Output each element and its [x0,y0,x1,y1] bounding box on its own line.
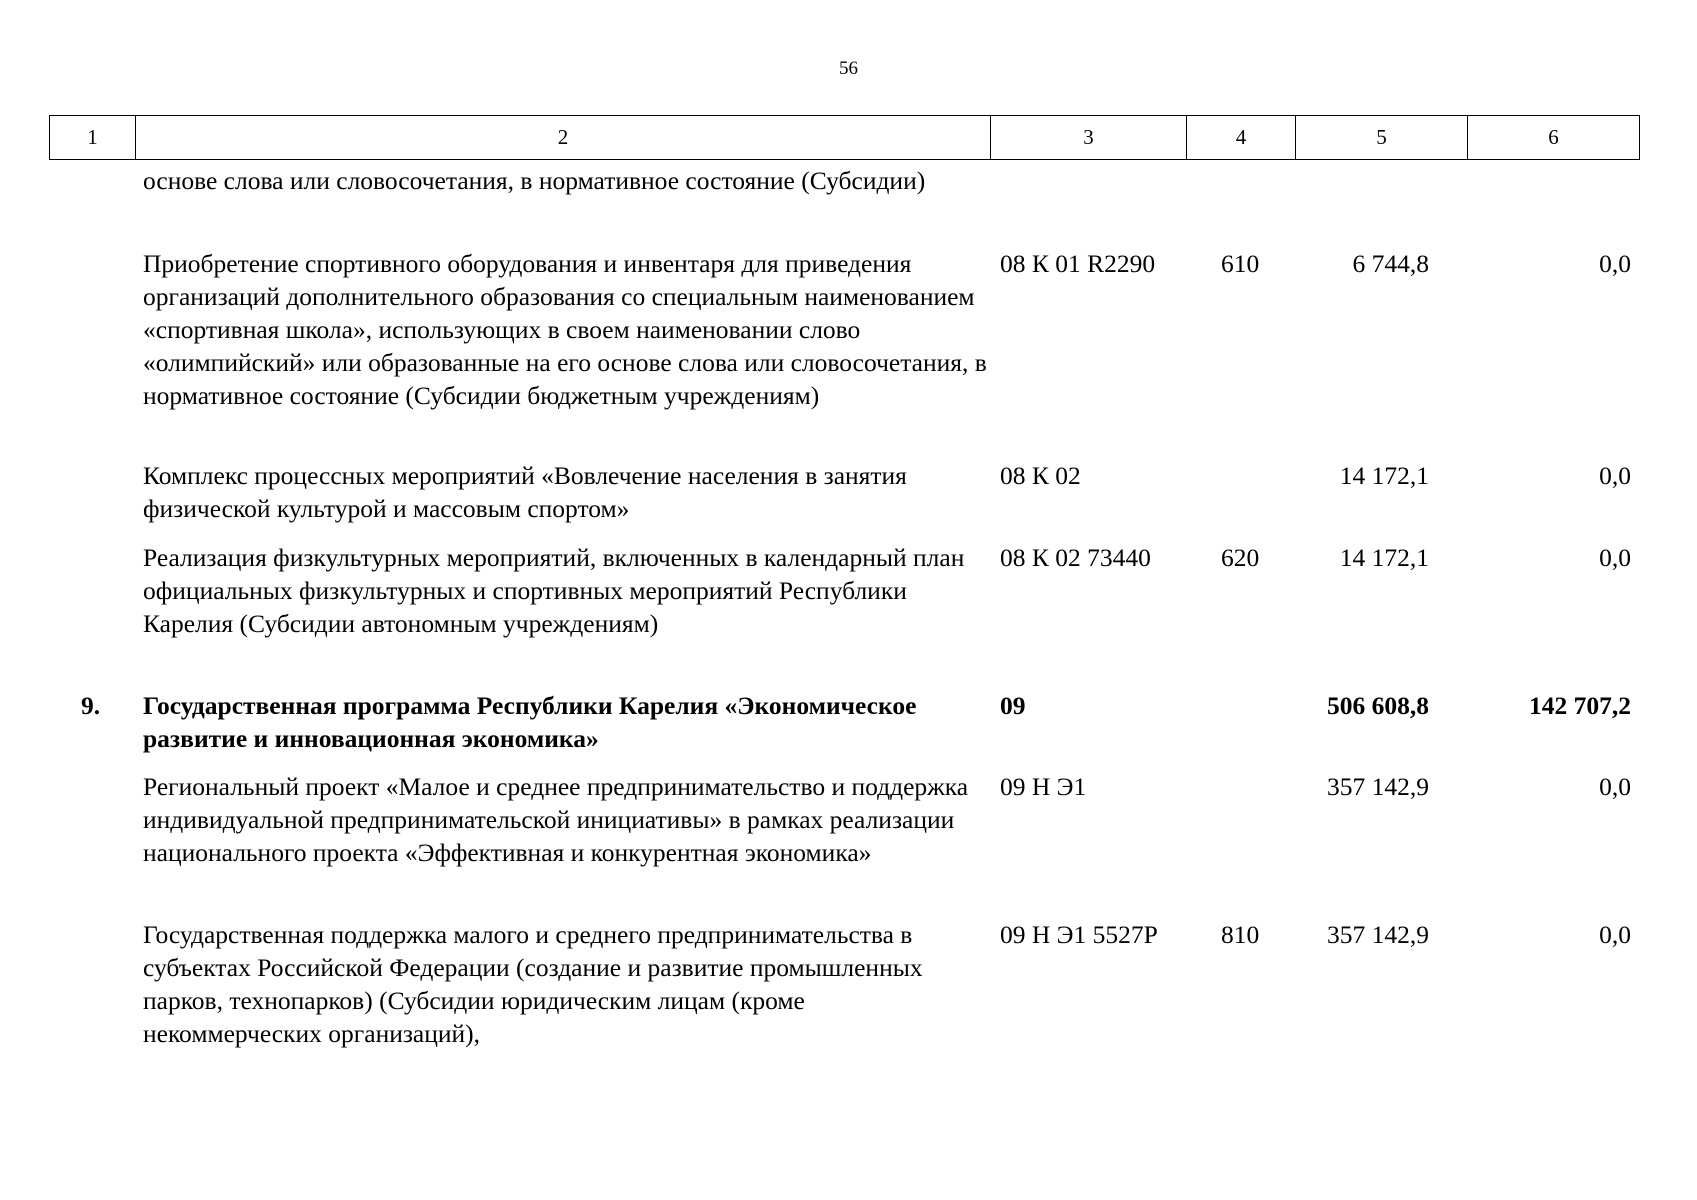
row-amount-col6: 142 707,2 [1529,691,1631,720]
row-amount-col5: 506 608,8 [1327,691,1429,720]
row-code: 08 К 02 73440 [1000,543,1151,572]
row-amount-col5: 14 172,1 [1339,461,1429,490]
row-amount-col6: 0,0 [1599,461,1631,490]
row-name: Региональный проект «Малое и среднее предпринимательство и поддержка индивидуальной предпринимательской инициативы» в рамках реализации национального проекта «Эффективная и конкурентная экономика» [143,772,969,867]
row-code: 08 К 02 [1000,461,1081,490]
row-amount-col6: 0,0 [1599,920,1631,949]
row-amount-col6: 0,0 [1599,772,1631,801]
row-name: Государственная программа Республики Карелия «Экономическое развитие и инновационная экономика» [143,691,917,753]
header-col-2: 2 [136,116,991,159]
header-col-4: 4 [1187,116,1296,159]
row-code: 09 Н Э1 [1000,772,1087,801]
row-amount-col5: 6 744,8 [1352,249,1429,278]
header-col-6: 6 [1548,125,1559,149]
row-amount-col6: 0,0 [1599,249,1631,278]
row-amount-col5: 357 142,9 [1327,920,1429,949]
page-number: 56 [839,58,858,79]
row-name: Государственная поддержка малого и среднего предпринимательства в субъектах Российской Федерации (создание и развитие промышленных парков, технопарков) (Субсидии юридическим лицам (кроме некоммерческих организаций), [143,920,923,1048]
row-kvr: 810 [1221,920,1260,949]
row-code: 08 К 01 R2290 [1000,249,1156,278]
row-code: 09 [1000,691,1026,720]
header-col-3: 3 [991,116,1187,159]
row-kvr: 620 [1221,543,1260,572]
row-name: Реализация физкультурных мероприятий, включенных в календарный план официальных физкультурных и спортивных мероприятий Республики Карелия (Субсидии автономным учреждениям) [143,543,965,638]
row-code: 09 Н Э1 5527Р [1000,920,1158,949]
row-name: Комплекс процессных мероприятий «Вовлечение населения в занятия физической культурой и массовым спортом» [143,461,907,523]
row-amount-col6: 0,0 [1599,543,1631,572]
header-col-5: 5 [1296,116,1468,159]
program-number: 9. [81,691,101,720]
row-amount-col5: 357 142,9 [1327,772,1429,801]
header-col-1: 1 [50,116,136,159]
row-kvr: 610 [1221,249,1260,278]
table-header [49,115,1640,160]
row-name: Приобретение спортивного оборудования и инвентаря для приведения организаций дополнительного образования со специальным наименованием «спортивная школа», использующих в своем наименовании слово «олимпийский» или образованные на его основе слова или словосочетания, в нормативное состояние (Субсидии бюджетным учреждениям) [143,249,987,410]
row-amount-col5: 14 172,1 [1339,543,1429,572]
row-name: основе слова или словосочетания, в нормативное состояние (Субсидии) [143,166,926,195]
